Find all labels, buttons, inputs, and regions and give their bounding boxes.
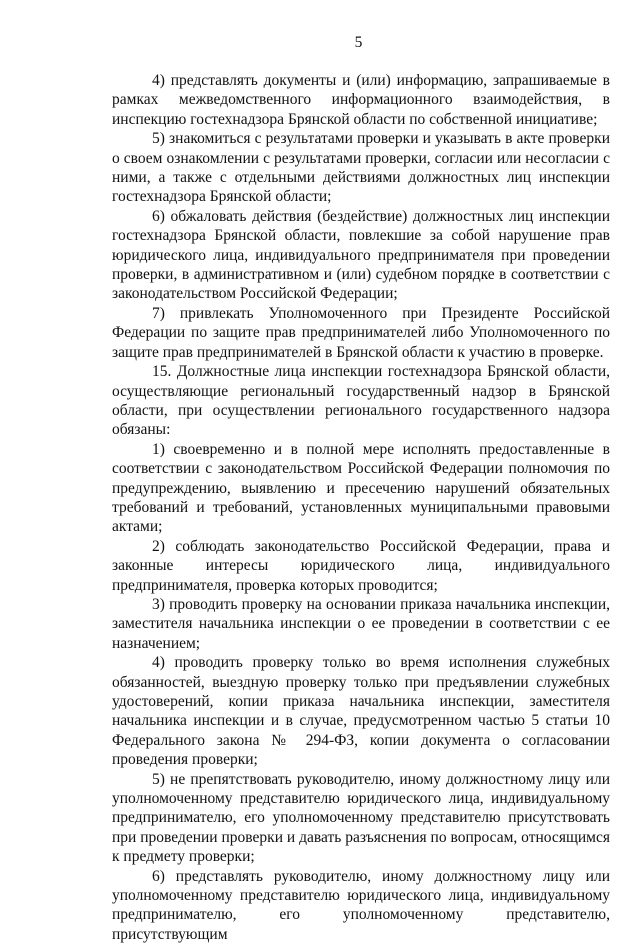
paragraph-right-4-submit-documents: 4) представлять документы и (или) информацию, запрашиваемые в рамках межведомственного информационного взаимодействия, в инспекцию гостехнадзора Брянской области по собственной инициативе; (112, 72, 610, 128)
paragraph-duty-6-provide-info: 6) представлять руководителю, иному должностному лицу или уполномоченному представителю юридического лица, индивидуальному предпринимателю, его уполномоченному представителю, присутствующим (112, 867, 610, 943)
paragraph-duty-2-observe-law: 2) соблюдать законодательство Российской Федерации, права и законные интересы юридического лица, индивидуального предпринимателя, проверка которых проводится; (112, 537, 610, 594)
paragraph-duty-3-inspection-order: 3) проводить проверку на основании приказа начальника инспекции, заместителя начальника инспекции о ее проведении в соответствии с ее назначением; (112, 595, 610, 652)
paragraph-duty-4-service-hours: 4) проводить проверку только во время исполнения служебных обязанностей, выездную проверку только при предъявлении служебных удостоверений, копии приказа начальника инспекции, заместителя начальника инспекции и в случае, предусмотренном частью 5 статьи 10 Федерального закона № 294-ФЗ, копии документа о согласовании проведения проверки; (112, 654, 610, 769)
paragraph-duty-1-exercise-powers: 1) своевременно и в полной мере исполнять предоставленные в соответствии с законодательством Российской Федерации полномочия по предупреждению, выявлению и пресечению нарушений обязательных требований и требований, установленных муниципальными правовыми актами; (112, 440, 610, 536)
paragraph-section-15-obligations: 15. Должностные лица инспекции гостехнадзора Брянской области, осуществляющие региональный государственный надзор в Брянской области, при осуществлении регионального государственного надзора обязаны: (112, 363, 610, 439)
paragraph-duty-5-not-obstruct: 5) не препятствовать руководителю, иному должностному лицу или уполномоченному представителю юридического лица, индивидуальному предпринимателю, его уполномоченному представителю присутствовать при проведении проверки и давать разъяснения по вопросам, относящимся к предмету проверки; (112, 770, 610, 866)
paragraph-right-5-review-results: 5) знакомиться с результатами проверки и указывать в акте проверки о своем ознакомлении с результатами проверки, согласии или несогласии с ними, а также с отдельными действиями должностных лиц инспекции гостехнадзора Брянской области; (112, 130, 610, 206)
paragraph-right-6-appeal-actions: 6) обжаловать действия (бездействие) должностных лиц инспекции гостехнадзора Брянской области, повлекшие за собой нарушение прав юридического лица, индивидуального предпринимателя при проведении проверки, в административном и (или) судебном порядке в соответствии с законодательством Российской Федерации; (112, 207, 610, 303)
paragraph-right-7-involve-ombudsman: 7) привлекать Уполномоченного при Президенте Российской Федерации по защите прав предпринимателей либо Уполномоченного по защите прав предпринимателей в Брянской области к участию в проверке. (112, 304, 610, 361)
page-number: 5 (354, 34, 363, 51)
